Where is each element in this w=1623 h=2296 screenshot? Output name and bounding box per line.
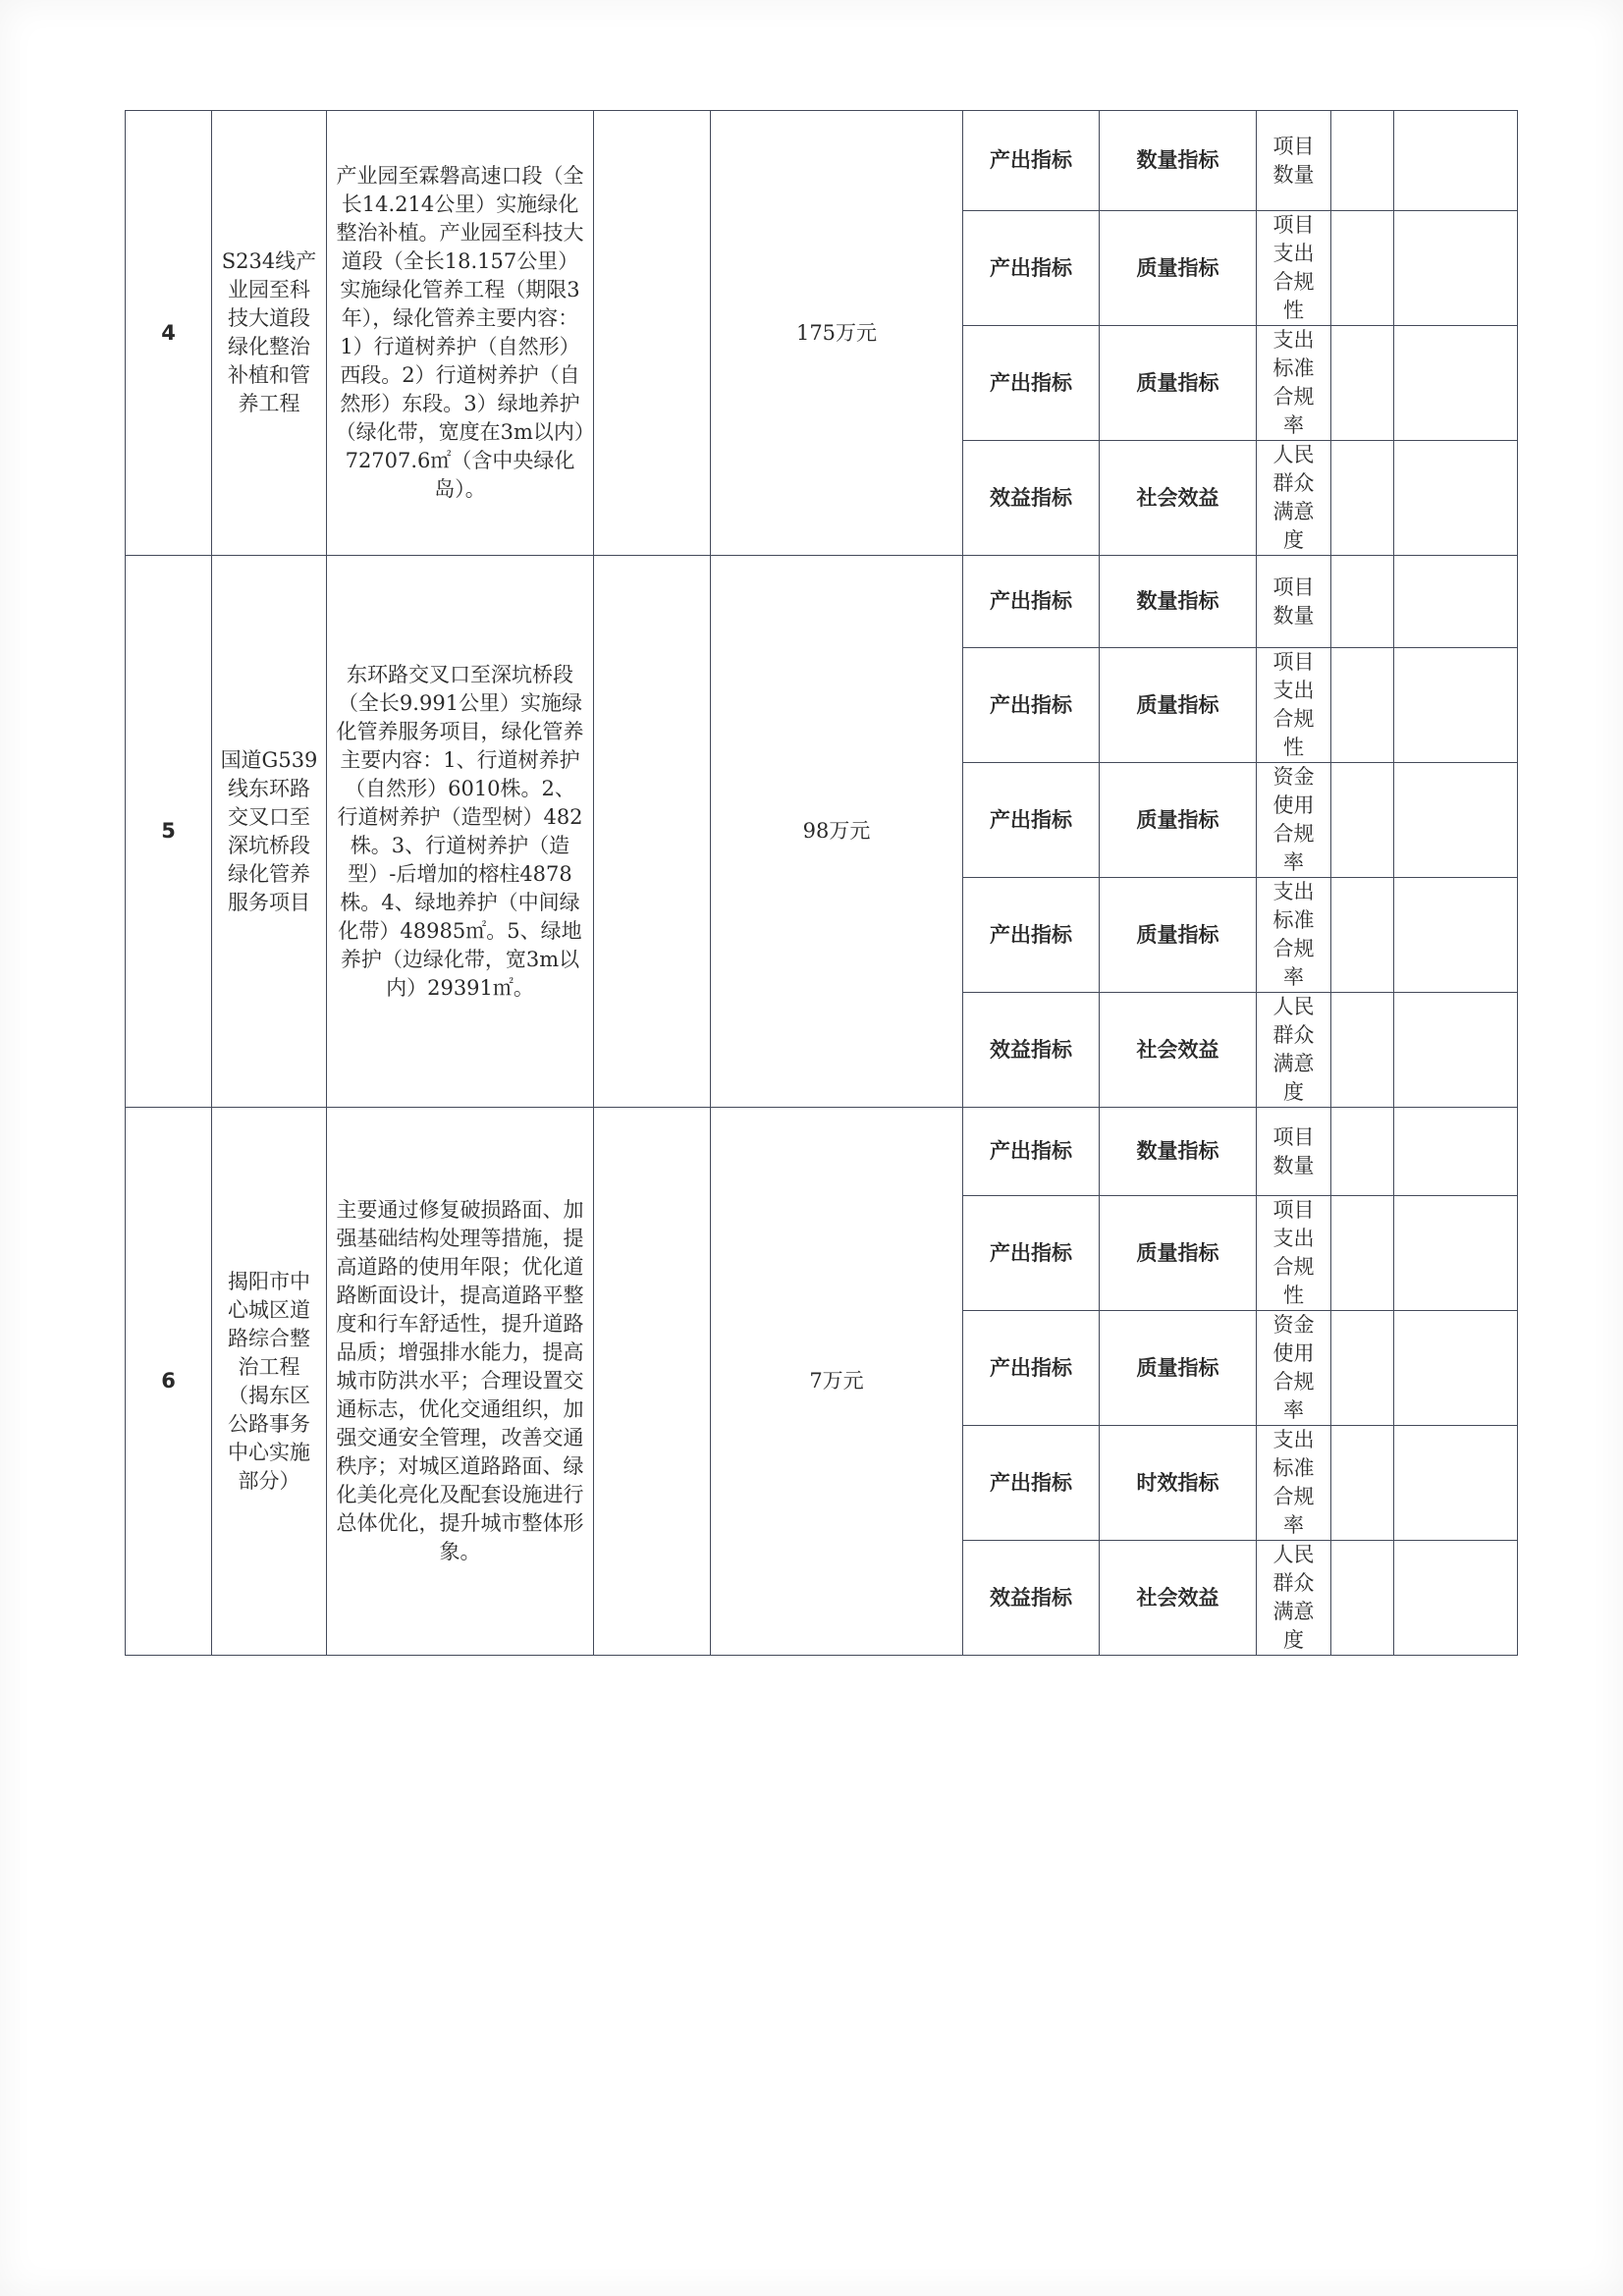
level1-indicator: 产出指标 — [963, 1311, 1100, 1426]
level2-indicator: 社会效益 — [1100, 1541, 1257, 1656]
level2-indicator: 质量指标 — [1100, 763, 1257, 878]
project-budget: 98万元 — [711, 556, 963, 1108]
empty-cell — [1331, 111, 1394, 211]
empty-cell — [1394, 326, 1518, 441]
empty-cell — [1331, 211, 1394, 326]
project-budget: 175万元 — [711, 111, 963, 556]
empty-cell — [1331, 1196, 1394, 1311]
level1-indicator: 效益指标 — [963, 441, 1100, 556]
level1-indicator: 效益指标 — [963, 1541, 1100, 1656]
empty-cell — [594, 556, 711, 1108]
empty-cell — [1331, 556, 1394, 648]
empty-cell — [594, 1108, 711, 1656]
empty-cell — [1331, 441, 1394, 556]
empty-cell — [1331, 1108, 1394, 1196]
level3-indicator: 项目支出合规性 — [1257, 1196, 1331, 1311]
project-name: 国道G539线东环路交叉口至深坑桥段绿化管养服务项目 — [212, 556, 327, 1108]
level3-indicator: 支出标准合规率 — [1257, 878, 1331, 993]
level2-indicator: 质量指标 — [1100, 1196, 1257, 1311]
level3-indicator: 项目支出合规性 — [1257, 211, 1331, 326]
empty-cell — [1331, 648, 1394, 763]
project-description: 产业园至霖磐高速口段（全长14.214公里）实施绿化整治补植。产业园至科技大道段（全长18.157公里）实施绿化管养工程（期限3年），绿化管养主要内容：1）行道树养护（自然形）西段。2）行道树养护（自然形）东段。3）绿地养护（绿化带，宽度在3m以内）72707.6㎡（含中央绿化岛）。 — [327, 111, 594, 556]
level2-indicator: 数量指标 — [1100, 111, 1257, 211]
level1-indicator: 产出指标 — [963, 763, 1100, 878]
table-row — [126, 111, 1518, 211]
empty-cell — [1331, 878, 1394, 993]
empty-cell — [1394, 993, 1518, 1108]
level2-indicator: 数量指标 — [1100, 556, 1257, 648]
level1-indicator: 产出指标 — [963, 211, 1100, 326]
level3-indicator: 项目数量 — [1257, 1108, 1331, 1196]
table-row — [126, 556, 1518, 648]
project-number: 5 — [126, 556, 212, 1108]
project-name: S234线产业园至科技大道段绿化整治补植和管养工程 — [212, 111, 327, 556]
level2-indicator: 质量指标 — [1100, 878, 1257, 993]
empty-cell — [1394, 211, 1518, 326]
empty-cell — [1394, 648, 1518, 763]
table-row — [126, 1108, 1518, 1196]
empty-cell — [1394, 878, 1518, 993]
empty-cell — [594, 111, 711, 556]
level1-indicator: 产出指标 — [963, 1196, 1100, 1311]
empty-cell — [1394, 111, 1518, 211]
level2-indicator: 社会效益 — [1100, 993, 1257, 1108]
level3-indicator: 资金使用合规率 — [1257, 1311, 1331, 1426]
level2-indicator: 质量指标 — [1100, 211, 1257, 326]
level1-indicator: 产出指标 — [963, 648, 1100, 763]
level1-indicator: 产出指标 — [963, 1426, 1100, 1541]
level3-indicator: 人民群众满意度 — [1257, 1541, 1331, 1656]
empty-cell — [1394, 1426, 1518, 1541]
level3-indicator: 人民群众满意度 — [1257, 441, 1331, 556]
project-number: 4 — [126, 111, 212, 556]
empty-cell — [1394, 1196, 1518, 1311]
empty-cell — [1394, 763, 1518, 878]
level3-indicator: 项目支出合规性 — [1257, 648, 1331, 763]
level2-indicator: 质量指标 — [1100, 326, 1257, 441]
empty-cell — [1331, 993, 1394, 1108]
level3-indicator: 项目数量 — [1257, 111, 1331, 211]
empty-cell — [1331, 326, 1394, 441]
level2-indicator: 社会效益 — [1100, 441, 1257, 556]
level2-indicator: 时效指标 — [1100, 1426, 1257, 1541]
level3-indicator: 资金使用合规率 — [1257, 763, 1331, 878]
level2-indicator: 质量指标 — [1100, 1311, 1257, 1426]
level2-indicator: 数量指标 — [1100, 1108, 1257, 1196]
level1-indicator: 产出指标 — [963, 1108, 1100, 1196]
level1-indicator: 产出指标 — [963, 326, 1100, 441]
level1-indicator: 效益指标 — [963, 993, 1100, 1108]
project-budget: 7万元 — [711, 1108, 963, 1656]
level1-indicator: 产出指标 — [963, 878, 1100, 993]
empty-cell — [1331, 1541, 1394, 1656]
empty-cell — [1331, 1311, 1394, 1426]
empty-cell — [1394, 1311, 1518, 1426]
level3-indicator: 支出标准合规率 — [1257, 326, 1331, 441]
level3-indicator: 支出标准合规率 — [1257, 1426, 1331, 1541]
empty-cell — [1331, 763, 1394, 878]
level2-indicator: 质量指标 — [1100, 648, 1257, 763]
project-number: 6 — [126, 1108, 212, 1656]
level3-indicator: 人民群众满意度 — [1257, 993, 1331, 1108]
project-description: 东环路交叉口至深坑桥段（全长9.991公里）实施绿化管养服务项目，绿化管养主要内容：1、行道树养护（自然形）6010株。2、行道树养护（造型树）482株。3、行道树养护（造型）-后增加的榕柱4878株。4、绿地养护（中间绿化带）48985㎡。5、绿地养护（边绿化带，宽3m以内）29391㎡。 — [327, 556, 594, 1108]
performance-indicator-table — [125, 110, 1518, 1656]
level1-indicator: 产出指标 — [963, 556, 1100, 648]
level3-indicator: 项目数量 — [1257, 556, 1331, 648]
empty-cell — [1331, 1426, 1394, 1541]
level1-indicator: 产出指标 — [963, 111, 1100, 211]
empty-cell — [1394, 1541, 1518, 1656]
project-description: 主要通过修复破损路面、加强基础结构处理等措施，提高道路的使用年限；优化道路断面设计，提高道路平整度和行车舒适性，提升道路品质；增强排水能力，提高城市防洪水平；合理设置交通标志，优化交通组织，加强交通安全管理，改善交通秩序；对城区道路路面、绿化美化亮化及配套设施进行总体优化，提升城市整体形象。 — [327, 1108, 594, 1656]
empty-cell — [1394, 441, 1518, 556]
empty-cell — [1394, 556, 1518, 648]
empty-cell — [1394, 1108, 1518, 1196]
project-name: 揭阳市中心城区道路综合整治工程（揭东区公路事务中心实施部分） — [212, 1108, 327, 1656]
